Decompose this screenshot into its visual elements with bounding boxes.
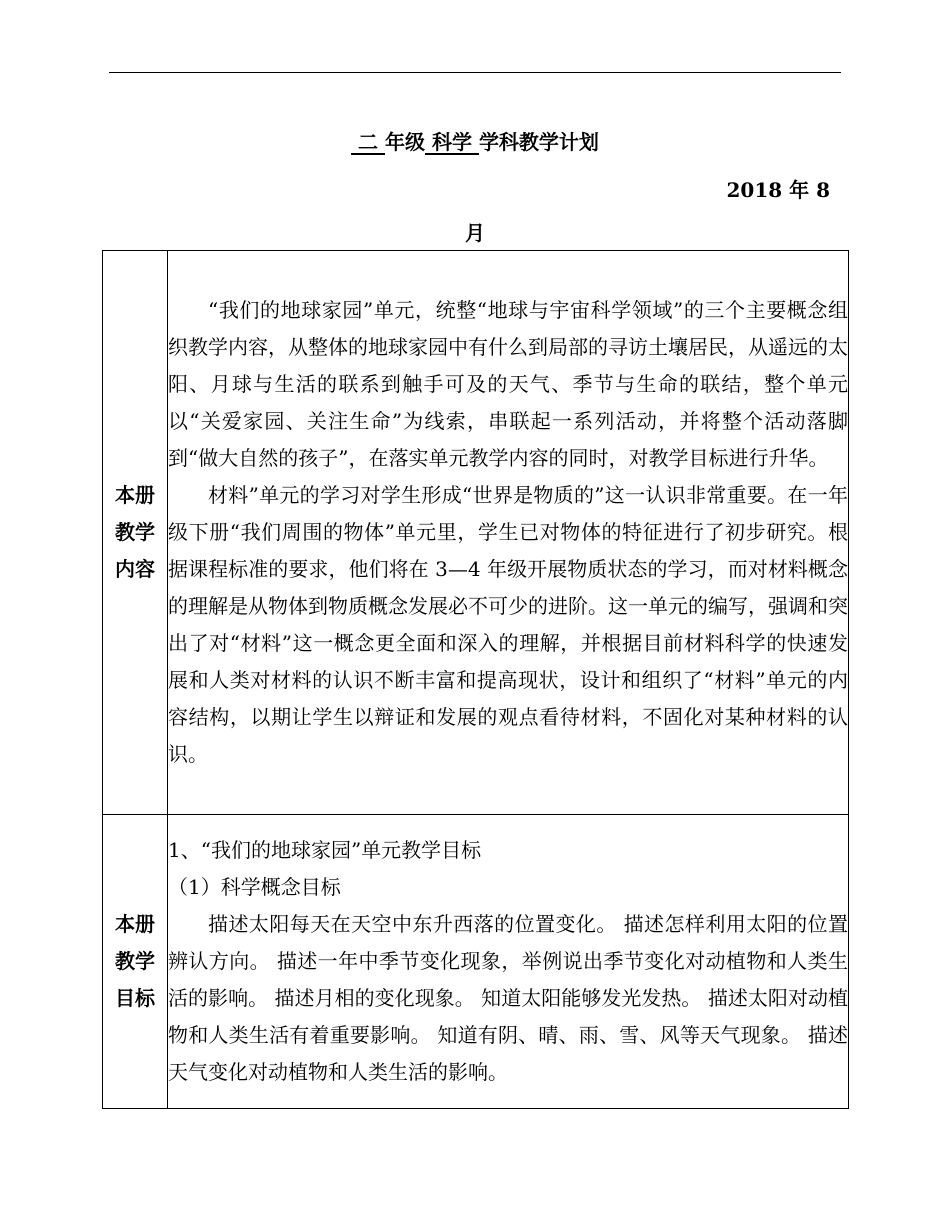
row-label-content: 本册教学内容 <box>115 483 155 581</box>
title-subject-suffix: 学科教学计划 <box>478 130 599 154</box>
row-label-goals: 本册教学目标 <box>115 912 155 1010</box>
row-content-cell <box>168 251 849 815</box>
page-title <box>0 128 950 156</box>
plan-table <box>102 250 849 1109</box>
row-label-cell <box>103 815 168 1109</box>
content-paragraph-1: “我们的地球家园”单元，统整“地球与宇宙科学领域”的三个主要概念组织教学内容，从整体的地球家园中有什么到局部的寻访土壤居民，从遥远的太阳、月球与生活的联系到触手可及的天气、季节与生命的联结，整个单元以“关爱家园、关注生命”为线索，串联起一系列活动，并将整个活动落脚到“做大自然的孩子”，在落实单元教学内容的同时，对教学目标进行升华。 <box>168 298 848 470</box>
goals-heading-2: （1）科学概念目标 <box>168 875 341 899</box>
row-goals-cell <box>168 815 849 1109</box>
content-paragraph-2: 材料”单元的学习对学生形成“世界是物质的”这一认识非常重要。在一年级下册“我们周围的物体”单元里，学生已对物体的特征进行了初步研究。根据课程标准的要求，他们将在 3—4 年级开展物质状态的学习，而对材料概念的理解是从物体到物质概念发展必不可少的进阶。这一单元的编写，强调和突出了对“材料”这一概念更全面和深入的理解，并根据目前材料科学的快速发展和人类对材料的认识不断丰富和提高现状，设计和组织了“材料”单元的内容结构，以期让学生以辩证和发展的观点看待材料，不固化对某种材料的认识。 <box>168 483 848 766</box>
goals-paragraph: 描述太阳每天在天空中东升西落的位置变化。 描述怎样利用太阳的位置辨认方向。 描述一年中季节变化现象，举例说出季节变化对动植物和人类生活的影响。 描述月相的变化现象。 知道太阳能够发光发热。 描述太阳对动植物和人类生活有着重要影响。 知道有阴、晴、雨、雪、风等天气现象。 描述天气变化对动植物和人类生活的影响。 <box>168 912 848 1084</box>
goals-heading-1: 1、“我们的地球家园”单元教学目标 <box>168 838 482 862</box>
title-grade-suffix: 年级 <box>385 130 425 154</box>
table-row-content <box>103 251 849 815</box>
date-month: 月 <box>465 221 485 245</box>
title-subject: 科学 <box>425 130 479 154</box>
table-row-goals <box>103 815 849 1109</box>
date-line: 2018 年 8 <box>726 178 830 202</box>
header-rule <box>109 72 841 73</box>
row-label-cell <box>103 251 168 815</box>
title-grade: 二 <box>351 130 385 154</box>
